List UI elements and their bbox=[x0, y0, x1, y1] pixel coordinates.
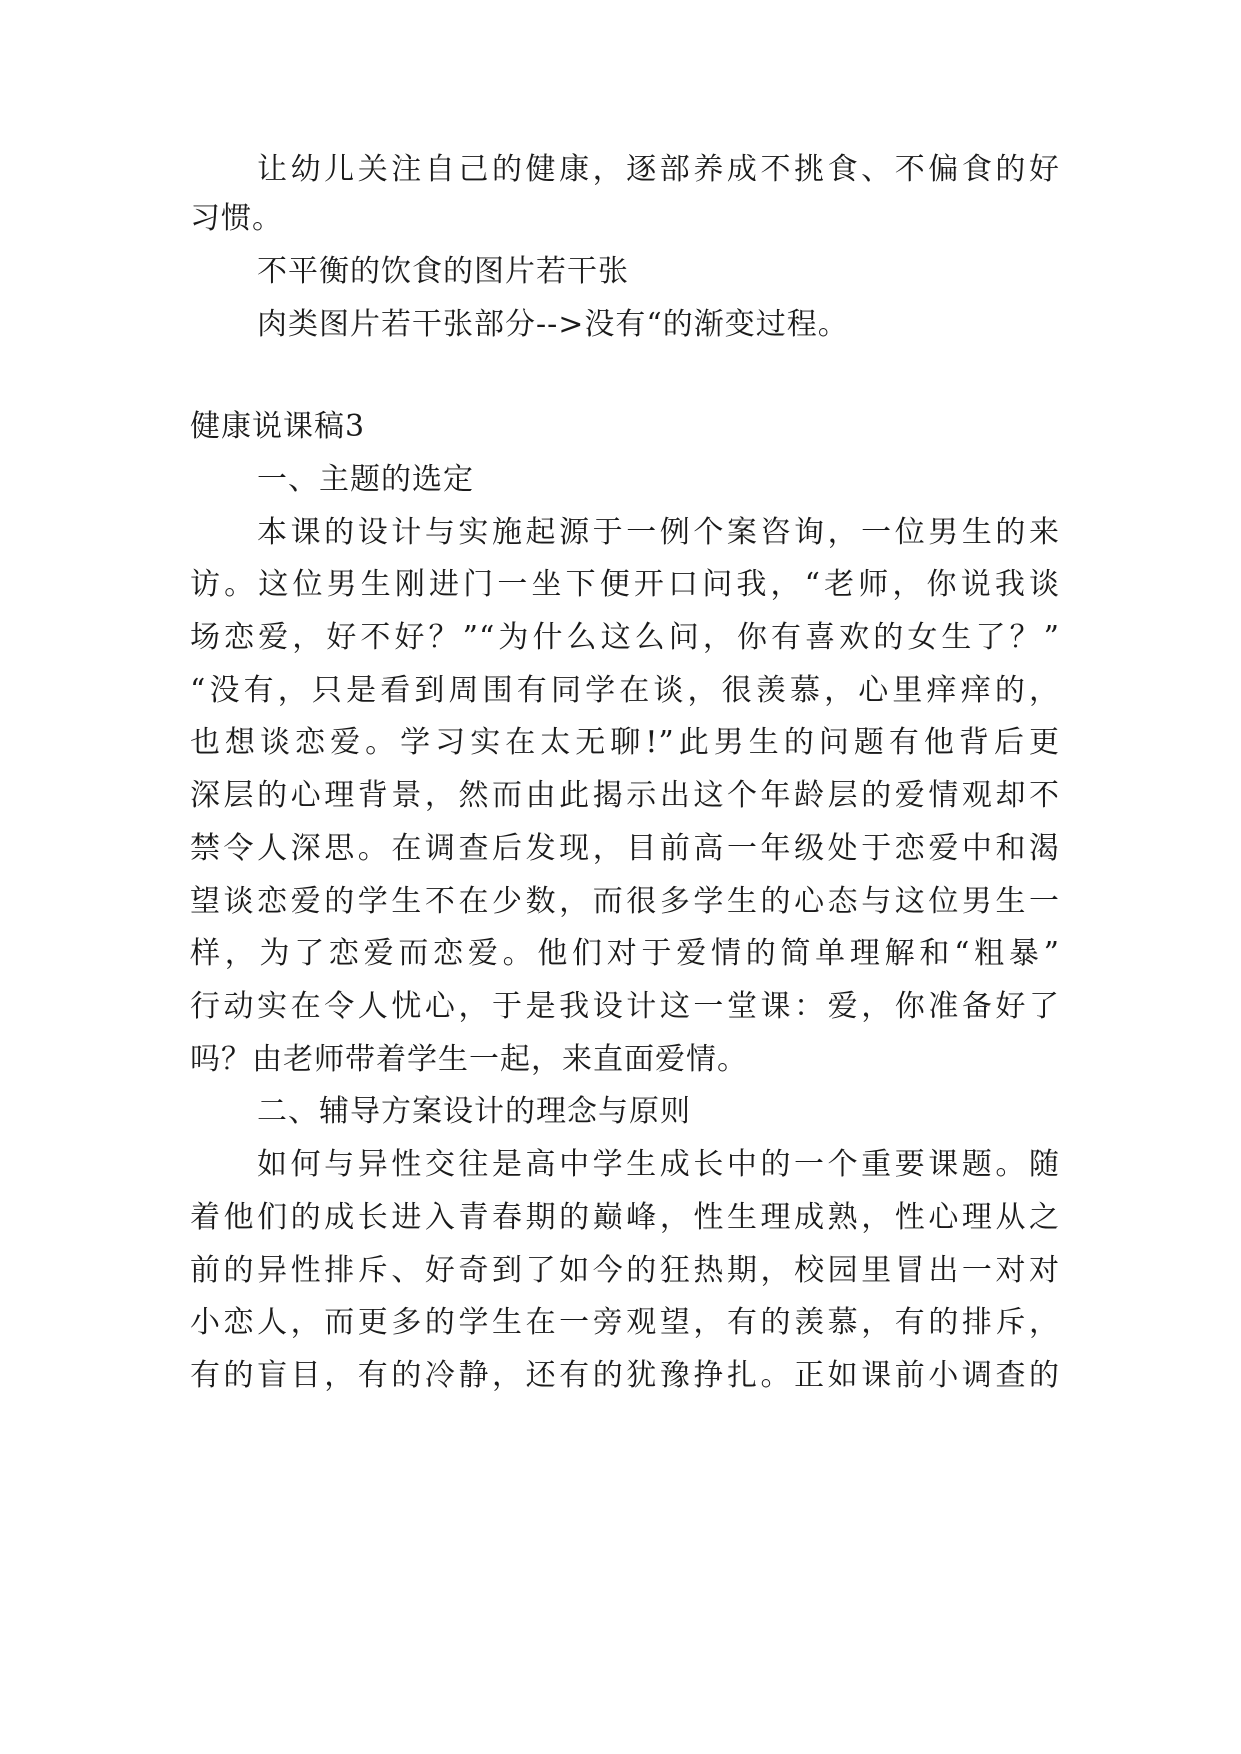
paragraph-line: 访。这位男生刚进门一坐下便开口问我，“老师，你说我谈 bbox=[190, 567, 1060, 602]
paragraph-line: 让幼儿关注自己的健康，逐部养成不挑食、不偏食的好 bbox=[257, 152, 1060, 187]
paragraph-line: 禁令人深思。在调查后发现，目前高一年级处于恋爱中和渴 bbox=[190, 831, 1060, 866]
paragraph-line: 样，为了恋爱而恋爱。他们对于爱情的简单理解和“粗暴” bbox=[190, 936, 1060, 971]
paragraph-line: 习惯。 bbox=[190, 201, 283, 236]
paragraph-line: 望谈恋爱的学生不在少数，而很多学生的心态与这位男生一 bbox=[190, 884, 1060, 919]
paragraph-line: 前的异性排斥、好奇到了如今的狂热期，校园里冒出一对对 bbox=[190, 1253, 1060, 1288]
heading-subject-selection: 一、主题的选定 bbox=[257, 462, 474, 497]
paragraph-line: 深层的心理背景，然而由此揭示出这个年龄层的爱情观却不 bbox=[190, 778, 1060, 813]
paragraph-line: “没有，只是看到周围有同学在谈，很羡慕，心里痒痒的， bbox=[190, 673, 1060, 708]
paragraph-line: 如何与异性交往是高中学生成长中的一个重要课题。随 bbox=[257, 1147, 1060, 1182]
paragraph-line: 小恋人，而更多的学生在一旁观望，有的羡慕，有的排斥， bbox=[190, 1305, 1060, 1340]
paragraph-line: 也想谈恋爱。学习实在太无聊!”此男生的问题有他背后更 bbox=[190, 725, 1060, 760]
paragraph-line: 着他们的成长进入青春期的巅峰，性生理成熟，性心理从之 bbox=[190, 1200, 1060, 1235]
paragraph-line: 本课的设计与实施起源于一例个案咨询，一位男生的来 bbox=[257, 515, 1060, 550]
paragraph-line: 肉类图片若干张部分-->没有“的渐变过程。 bbox=[257, 307, 849, 342]
section-title: 健康说课稿3 bbox=[190, 409, 366, 444]
paragraph-line: 吗？由老师带着学生一起，来直面爱情。 bbox=[190, 1042, 748, 1077]
heading-design-principles: 二、辅导方案设计的理念与原则 bbox=[257, 1094, 691, 1129]
paragraph-line: 不平衡的饮食的图片若干张 bbox=[257, 254, 629, 289]
paragraph-line: 行动实在令人忧心，于是我设计这一堂课：爱，你准备好了 bbox=[190, 989, 1060, 1024]
paragraph-line: 场恋爱，好不好？”“为什么这么问，你有喜欢的女生了？” bbox=[190, 620, 1060, 655]
paragraph-line: 有的盲目，有的冷静，还有的犹豫挣扎。正如课前小调查的 bbox=[190, 1358, 1060, 1393]
